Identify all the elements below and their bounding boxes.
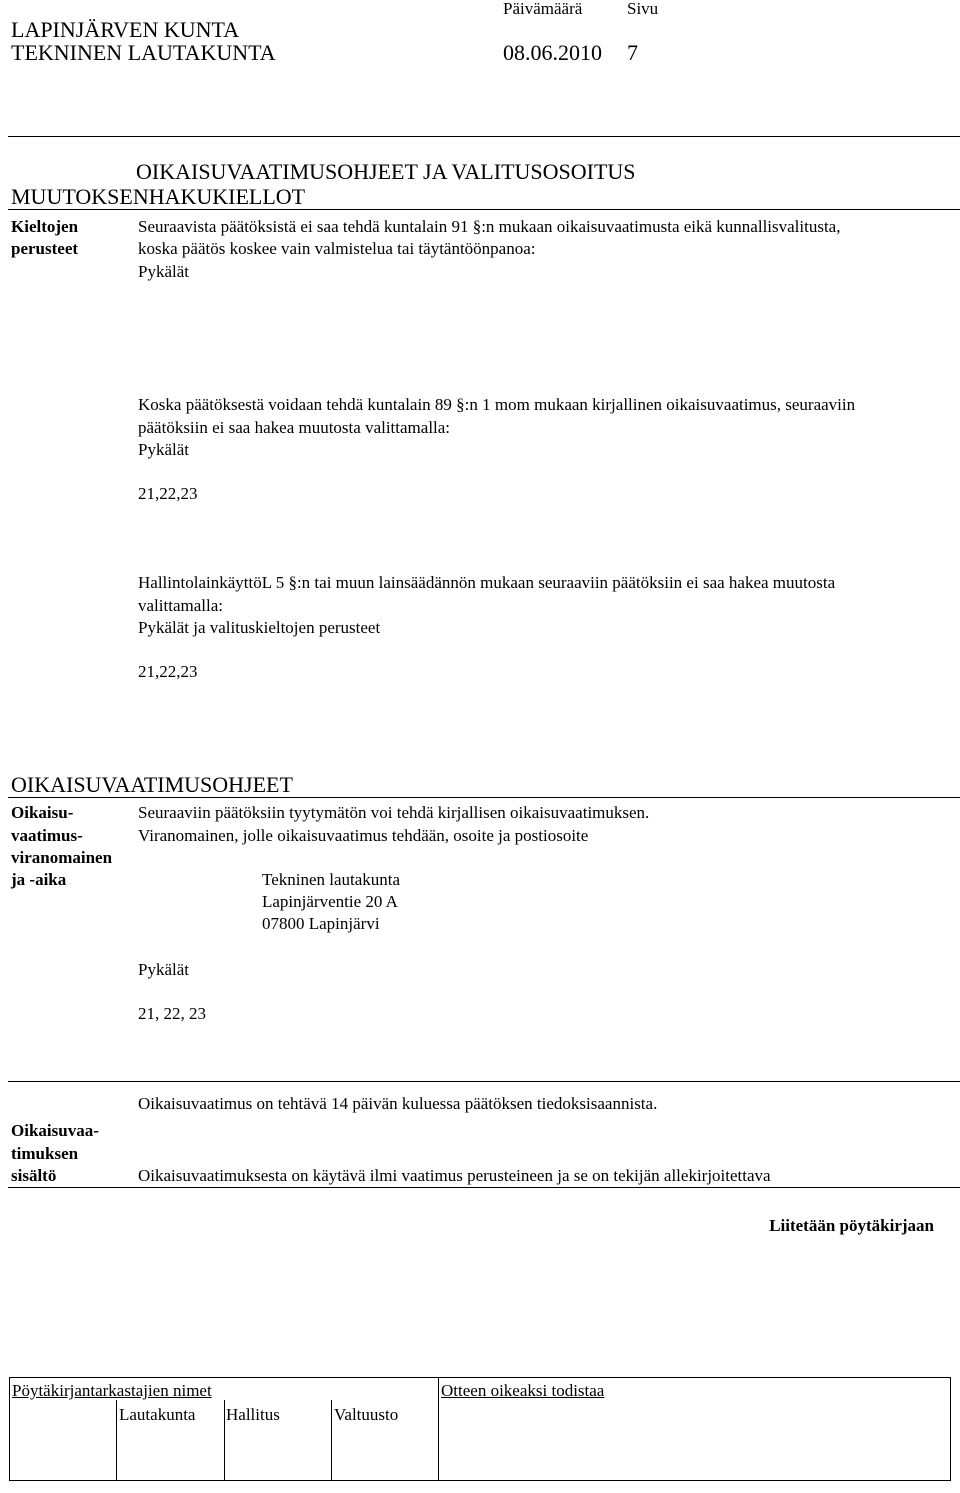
section-divider	[8, 1187, 960, 1188]
document-title: OIKAISUVAATIMUSOHJEET JA VALITUSOSOITUS	[136, 159, 636, 184]
section-heading-oikaisuvaatimusohjeet: OIKAISUVAATIMUSOHJEET	[11, 772, 293, 797]
pykalat-values: 21,22,23	[138, 662, 198, 681]
footer-column-divider	[224, 1400, 225, 1481]
page-label: Sivu	[627, 0, 659, 18]
paragraph-line: HallintolainkäyttöL 5 §:n tai muun lainsäädännön mukaan seuraaviin päätöksiin ei saa hakea muutosta	[138, 573, 836, 592]
board-name: TEKNINEN LAUTAKUNTA	[11, 40, 276, 65]
footer-inspectors-title: Pöytäkirjantarkastajien nimet	[12, 1381, 212, 1400]
footer-column-divider	[331, 1400, 332, 1481]
pykalat-values: 21,22,23	[138, 484, 198, 503]
section-divider	[8, 1081, 960, 1082]
paragraph-line: Seuraavista päätöksistä ei saa tehdä kuntalain 91 §:n mukaan oikaisuvaatimusta eikä kunnallisvalitusta,	[138, 217, 841, 236]
section-divider	[8, 797, 960, 798]
header-divider	[8, 136, 960, 137]
side-label-line: Kieltojen	[11, 217, 79, 236]
paragraph-line: valittamalla:	[138, 596, 223, 615]
address-line: Tekninen lautakunta	[262, 870, 401, 889]
paragraph-line: Seuraaviin päätöksiin tyytymätön voi tehdä kirjallisen oikaisuvaatimuksen.	[138, 803, 650, 822]
side-label-line: timuksen	[11, 1144, 79, 1163]
paragraph-line: Oikaisuvaatimuksesta on käytävä ilmi vaatimus perusteineen ja se on tekijän allekirjoitettava	[138, 1166, 771, 1185]
pykalat-label: Pykälät ja valituskieltojen perusteet	[138, 618, 381, 637]
pykalat-label: Pykälät	[138, 960, 189, 979]
side-label-line: Oikaisuvaa-	[11, 1121, 99, 1140]
side-label-line: perusteet	[11, 239, 79, 258]
section-heading-muutoksenhakukiellot: MUUTOKSENHAKUKIELLOT	[11, 184, 306, 209]
paragraph-line: Koska päätöksestä voidaan tehdä kuntalain 89 §:n 1 mom mukaan kirjallinen oikaisuvaatimus, seuraaviin	[138, 395, 856, 414]
side-label-line: Oikaisu-	[11, 803, 74, 822]
footer-column-label: Hallitus	[226, 1405, 280, 1424]
org-name: LAPINJÄRVEN KUNTA	[11, 17, 240, 42]
side-label-line: ja -aika	[11, 870, 67, 889]
footer-column-divider	[116, 1400, 117, 1481]
paragraph-line: päätöksiin ei saa hakea muutosta valittamalla:	[138, 418, 451, 437]
section-divider	[8, 209, 960, 210]
paragraph-line: koska päätös koskee vain valmistelua tai täytäntöönpanoa:	[138, 239, 536, 258]
footer-column-label: Lautakunta	[119, 1405, 196, 1424]
paragraph-line: Oikaisuvaatimus on tehtävä 14 päivän kuluessa päätöksen tiedoksisaannista.	[138, 1094, 658, 1113]
pykalat-values: 21, 22, 23	[138, 1004, 206, 1023]
side-label-line: sisältö	[11, 1166, 57, 1185]
footer-divider	[438, 1377, 439, 1481]
date-label: Päivämäärä	[503, 0, 583, 18]
address-line: Lapinjärventie 20 A	[262, 892, 398, 911]
meeting-date: 08.06.2010	[503, 40, 602, 65]
page-number: 7	[627, 40, 638, 65]
paragraph-line: Viranomainen, jolle oikaisuvaatimus tehdään, osoite ja postiosoite	[138, 826, 589, 845]
pykalat-label: Pykälät	[138, 262, 189, 281]
side-label-line: viranomainen	[11, 848, 113, 867]
attachment-note: Liitetään pöytäkirjaan	[769, 1216, 934, 1235]
footer-certify-title: Otteen oikeaksi todistaa	[441, 1381, 605, 1400]
footer-column-label: Valtuusto	[334, 1405, 399, 1424]
pykalat-label: Pykälät	[138, 440, 189, 459]
side-label-line: vaatimus-	[11, 826, 83, 845]
address-line: 07800 Lapinjärvi	[262, 914, 380, 933]
